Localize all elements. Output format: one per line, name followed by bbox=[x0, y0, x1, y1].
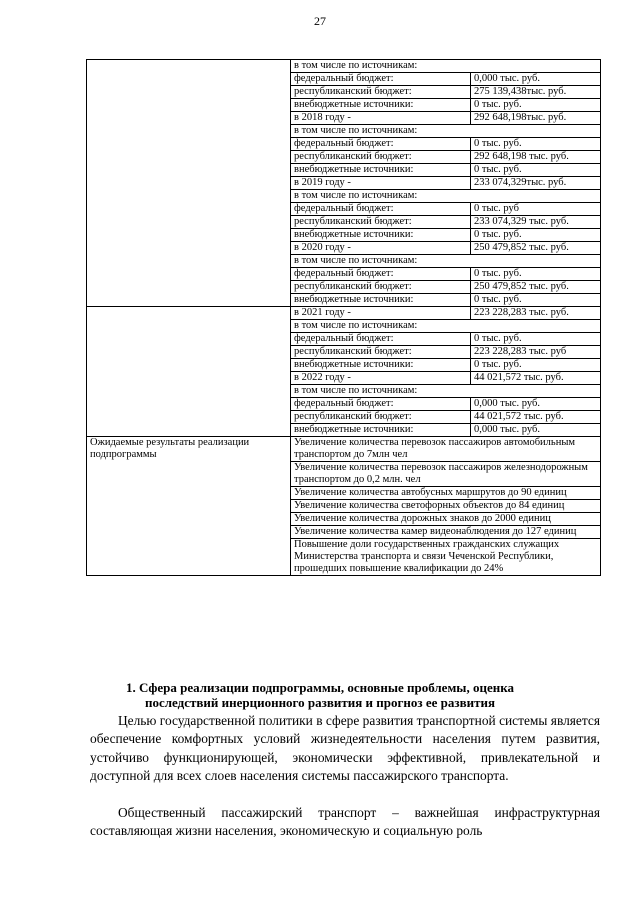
finance-value: 250 479,852 тыс. руб. bbox=[471, 281, 601, 294]
finance-value: 0 тыс. руб. bbox=[471, 268, 601, 281]
left-empty-cell bbox=[87, 60, 291, 307]
result-item: Повышение доли государственных гражданских служащих Министерства транспорта и связи Чеченской Республики, прошедших повышение квалификации до 24% bbox=[291, 539, 601, 576]
finance-row bbox=[87, 60, 601, 73]
section-title: 1. Сфера реализации подпрограммы, основные проблемы, оценка последствий инерционного развития и прогноз ее развития bbox=[125, 680, 514, 710]
finance-value: 292 648,198тыс. руб. bbox=[471, 112, 601, 125]
result-item: Увеличение количества камер видеонаблюдения до 127 единиц bbox=[291, 526, 601, 539]
finance-value: 0 тыс. руб. bbox=[471, 359, 601, 372]
finance-label: в 2022 году - bbox=[291, 372, 471, 385]
result-item: Увеличение количества дорожных знаков до 2000 единиц bbox=[291, 513, 601, 526]
finance-value: 233 074,329тыс. руб. bbox=[471, 177, 601, 190]
finance-value: 0 тыс. руб. bbox=[471, 294, 601, 307]
paragraph-1 bbox=[90, 712, 600, 785]
finance-label: федеральный бюджет: bbox=[291, 333, 471, 346]
finance-value: 44 021,572 тыс. руб. bbox=[471, 411, 601, 424]
finance-label: внебюджетные источники: bbox=[291, 164, 471, 177]
finance-label: внебюджетные источники: bbox=[291, 294, 471, 307]
finance-label: внебюджетные источники: bbox=[291, 99, 471, 112]
finance-label: в 2018 году - bbox=[291, 112, 471, 125]
finance-label: федеральный бюджет: bbox=[291, 138, 471, 151]
finance-label: республиканский бюджет: bbox=[291, 346, 471, 359]
finance-label: республиканский бюджет: bbox=[291, 281, 471, 294]
finance-subheader: в том числе по источникам: bbox=[291, 385, 601, 398]
finance-table-body bbox=[87, 60, 601, 576]
result-row bbox=[87, 437, 601, 462]
paragraph-2-text: Общественный пассажирский транспорт – важнейшая инфраструктурная составляющая жизни населения, экономическую и социальную роль bbox=[90, 805, 600, 839]
result-item: Увеличение количества перевозок пассажиров автомобильным транспортом до 7млн чел bbox=[291, 437, 601, 462]
finance-value: 292 648,198 тыс. руб. bbox=[471, 151, 601, 164]
finance-label: внебюджетные источники: bbox=[291, 359, 471, 372]
finance-table bbox=[86, 59, 601, 576]
finance-value: 0 тыс. руб. bbox=[471, 99, 601, 112]
finance-label: республиканский бюджет: bbox=[291, 216, 471, 229]
finance-value: 0,000 тыс. руб. bbox=[471, 424, 601, 437]
finance-label: в 2020 году - bbox=[291, 242, 471, 255]
results-label: Ожидаемые результаты реализации подпрограммы bbox=[87, 437, 291, 576]
left-empty-cell bbox=[87, 307, 291, 437]
result-item: Увеличение количества светофорных объектов до 84 единиц bbox=[291, 500, 601, 513]
finance-label: республиканский бюджет: bbox=[291, 411, 471, 424]
finance-label: федеральный бюджет: bbox=[291, 268, 471, 281]
finance-value: 0 тыс. руб. bbox=[471, 164, 601, 177]
finance-subheader: в том числе по источникам: bbox=[291, 190, 601, 203]
finance-subheader: в том числе по источникам: bbox=[291, 60, 601, 73]
finance-subheader: в том числе по источникам: bbox=[291, 125, 601, 138]
finance-value: 0 тыс. руб bbox=[471, 203, 601, 216]
finance-label: внебюджетные источники: bbox=[291, 424, 471, 437]
paragraph-2 bbox=[90, 804, 600, 841]
finance-value: 0,000 тыс. руб. bbox=[471, 73, 601, 86]
paragraph-1-text: Целью государственной политики в сфере развития транспортной системы является обеспечение комфортных условий жизнедеятельности населения путем развития, устойчиво функционирующей, экономически эффективной, привлекательной и доступной для всех слоев населения системы пассажирского транспорта. bbox=[90, 713, 600, 783]
finance-value: 233 074,329 тыс. руб. bbox=[471, 216, 601, 229]
result-item: Увеличение количества автобусных маршрутов до 90 единиц bbox=[291, 487, 601, 500]
finance-value: 0,000 тыс. руб. bbox=[471, 398, 601, 411]
result-item: Увеличение количества перевозок пассажиров железнодорожным транспортом до 0,2 млн. чел bbox=[291, 462, 601, 487]
finance-label: федеральный бюджет: bbox=[291, 203, 471, 216]
finance-value: 223 228,283 тыс. руб bbox=[471, 346, 601, 359]
finance-value: 250 479,852 тыс. руб. bbox=[471, 242, 601, 255]
finance-value: 44 021,572 тыс. руб. bbox=[471, 372, 601, 385]
finance-value: 275 139,438тыс. руб. bbox=[471, 86, 601, 99]
finance-label: республиканский бюджет: bbox=[291, 151, 471, 164]
finance-label: республиканский бюджет: bbox=[291, 86, 471, 99]
finance-label: внебюджетные источники: bbox=[291, 229, 471, 242]
finance-label: в 2019 году - bbox=[291, 177, 471, 190]
finance-value: 223 228,283 тыс. руб. bbox=[471, 307, 601, 320]
finance-value: 0 тыс. руб. bbox=[471, 333, 601, 346]
finance-subheader: в том числе по источникам: bbox=[291, 320, 601, 333]
finance-subheader: в том числе по источникам: bbox=[291, 255, 601, 268]
finance-value: 0 тыс. руб. bbox=[471, 229, 601, 242]
page-number: 27 bbox=[314, 14, 326, 28]
finance-label: федеральный бюджет: bbox=[291, 73, 471, 86]
finance-label: федеральный бюджет: bbox=[291, 398, 471, 411]
finance-value: 0 тыс. руб. bbox=[471, 138, 601, 151]
finance-label: в 2021 году - bbox=[291, 307, 471, 320]
finance-row bbox=[87, 307, 601, 320]
